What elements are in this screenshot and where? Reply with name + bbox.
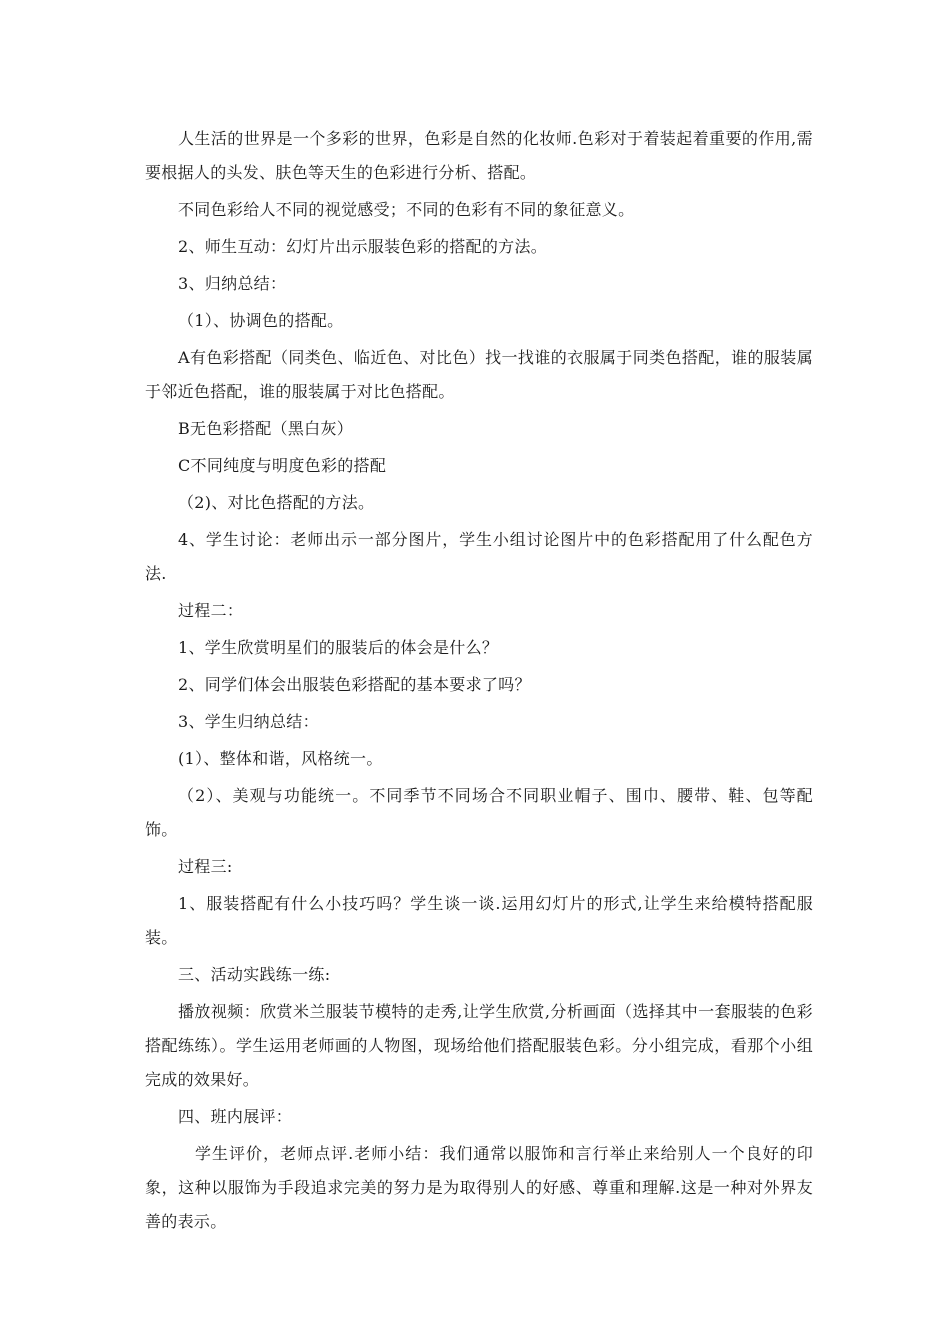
paragraph-color-meaning: 不同色彩给人不同的视觉感受；不同的色彩有不同的象征意义。 [178,200,635,219]
paragraph-beauty-function: （2）、美观与功能统一。不同季节不同场合不同职业帽子、围巾、腰带、鞋、包等配饰。 [145,786,813,839]
paragraph-student-discussion: 4、学生讨论：老师出示一部分图片，学生小组讨论图片中的色彩搭配用了什么配色方法. [145,530,813,583]
paragraph-achromatic-matching: B无色彩搭配（黑白灰） [178,419,354,438]
document-body [145,122,813,1239]
paragraph-student-summary: 3、学生归纳总结： [178,712,319,731]
paragraph-intro: 人生活的世界是一个多彩的世界，色彩是自然的化妆师.色彩对于着装起着重要的作用,需要根据人的头发、肤色等天生的色彩进行分析、搭配。 [145,129,813,182]
paragraph-process-two: 过程二： [178,601,244,620]
paragraph-interaction: 2、师生互动：幻灯片出示服装色彩的搭配的方法。 [178,237,548,256]
paragraph-question-one: 1、学生欣赏明星们的服装后的体会是什么？ [178,638,499,657]
paragraph-purity-brightness: C不同纯度与明度色彩的搭配 [178,456,387,475]
paragraph-contrast-method: （2)、对比色搭配的方法。 [178,493,375,512]
paragraph-matching-tips: 1、服装搭配有什么小技巧吗？学生谈一谈.运用幻灯片的形式,让学生来给模特搭配服装。 [145,894,813,947]
paragraph-practice-heading: 三、活动实践练一练: [178,965,331,984]
paragraph-class-display: 四、班内展评： [178,1107,293,1126]
paragraph-teacher-summary: 学生评价，老师点评.老师小结：我们通常以服饰和言行举止来给别人一个良好的印象，这种以服饰为手段追求完美的努力是为取得别人的好感、尊重和理解.这是一种对外界友善的表示。 [145,1144,813,1231]
paragraph-harmonious-colors: （1）、协调色的搭配。 [178,311,344,330]
paragraph-summary-heading: 3、归纳总结： [178,274,287,293]
paragraph-process-three: 过程三: [178,857,233,876]
paragraph-question-two: 2、同学们体会出服装色彩搭配的基本要求了吗？ [178,675,531,694]
paragraph-chromatic-matching: A有色彩搭配（同类色、临近色、对比色）找一找谁的衣服属于同类色搭配，谁的服装属于邻近色搭配，谁的服装属于对比色搭配。 [145,348,813,401]
paragraph-overall-harmony: (1）、整体和谐，风格统一。 [178,749,383,768]
paragraph-video-practice: 播放视频：欣赏米兰服装节模特的走秀,让学生欣赏,分析画面（选择其中一套服装的色彩搭配练练）。学生运用老师画的人物图，现场给他们搭配服装色彩。分小组完成，看那个小组完成的效果好。 [145,1002,813,1089]
